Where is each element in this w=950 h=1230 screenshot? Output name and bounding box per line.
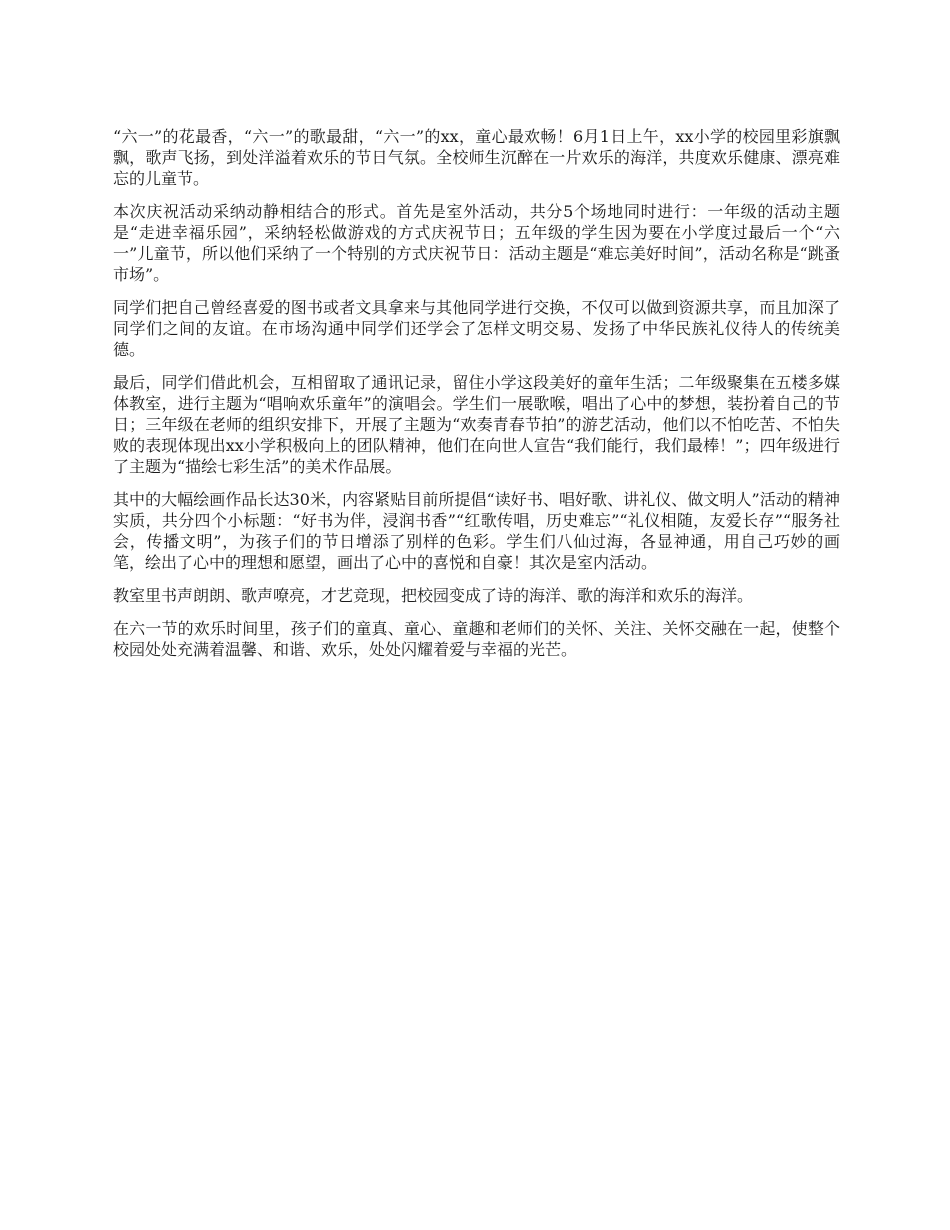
paragraph-2: 本次庆祝活动采纳动静相结合的形式。首先是室外活动，共分5个场地同时进行：一年级的活动主题是“走进幸福乐园”，采纳轻松做游戏的方式庆祝节日；五年级的学生因为要在小学度过最后一个“六一”儿童节，所以他们采纳了一个特别的方式庆祝节日：活动主题是“难忘美好时间”，活动名称是“跳蚤市场”。 <box>113 202 840 284</box>
paragraph-3: 同学们把自己曾经喜爱的图书或者文具拿来与其他同学进行交换，不仅可以做到资源共享，而且加深了同学们之间的友谊。在市场沟通中同学们还学会了怎样文明交易、发扬了中华民族礼仪待人的传统美德。 <box>113 298 840 359</box>
paragraph-7: 在六一节的欢乐时间里，孩子们的童真、童心、童趣和老师们的关怀、关注、关怀交融在一起，使整个校园处处充满着温馨、和谐、欢乐，处处闪耀着爱与幸福的光芒。 <box>113 619 840 659</box>
paragraph-5: 其中的大幅绘画作品长达30米，内容紧贴目前所提倡“读好书、唱好歌、讲礼仪、做文明人”活动的精神实质，共分四个小标题：“好书为伴，浸润书香”“红歌传唱，历史难忘”“礼仪相随，友爱长存”“服务社会，传播文明”，为孩子们的节日增添了别样的色彩。学生们八仙过海，各显神通，用自己巧妙的画笔，绘出了心中的理想和愿望，画出了心中的喜悦和自豪！其次是室内活动。 <box>113 490 840 572</box>
paragraph-4: 最后，同学们借此机会，互相留取了通讯记录，留住小学这段美好的童年生活；二年级聚集在五楼多媒体教室，进行主题为“唱响欢乐童年”的演唱会。学生们一展歌喉，唱出了心中的梦想，装扮着自己的节日；三年级在老师的组织安排下，开展了主题为“欢奏青春节拍”的游艺活动，他们以不怕吃苦、不怕失败的表现体现出xx小学积极向上的团队精神，他们在向世人宣告“我们能行，我们最棒！”；四年级进行了主题为“描绘七彩生活”的美术作品展。 <box>113 373 840 476</box>
paragraph-6: 教室里书声朗朗、歌声嘹亮，才艺竞现，把校园变成了诗的海洋、歌的海洋和欢乐的海洋。 <box>113 586 754 605</box>
paragraph-1: “六一”的花最香，“六一”的歌最甜，“六一”的xx，童心最欢畅！6月1日上午，xx小学的校园里彩旗飘飘，歌声飞扬，到处洋溢着欢乐的节日气氛。全校师生沉醉在一片欢乐的海洋，共度欢乐健康、漂亮难忘的儿童节。 <box>113 127 840 188</box>
document-body <box>113 126 840 672</box>
